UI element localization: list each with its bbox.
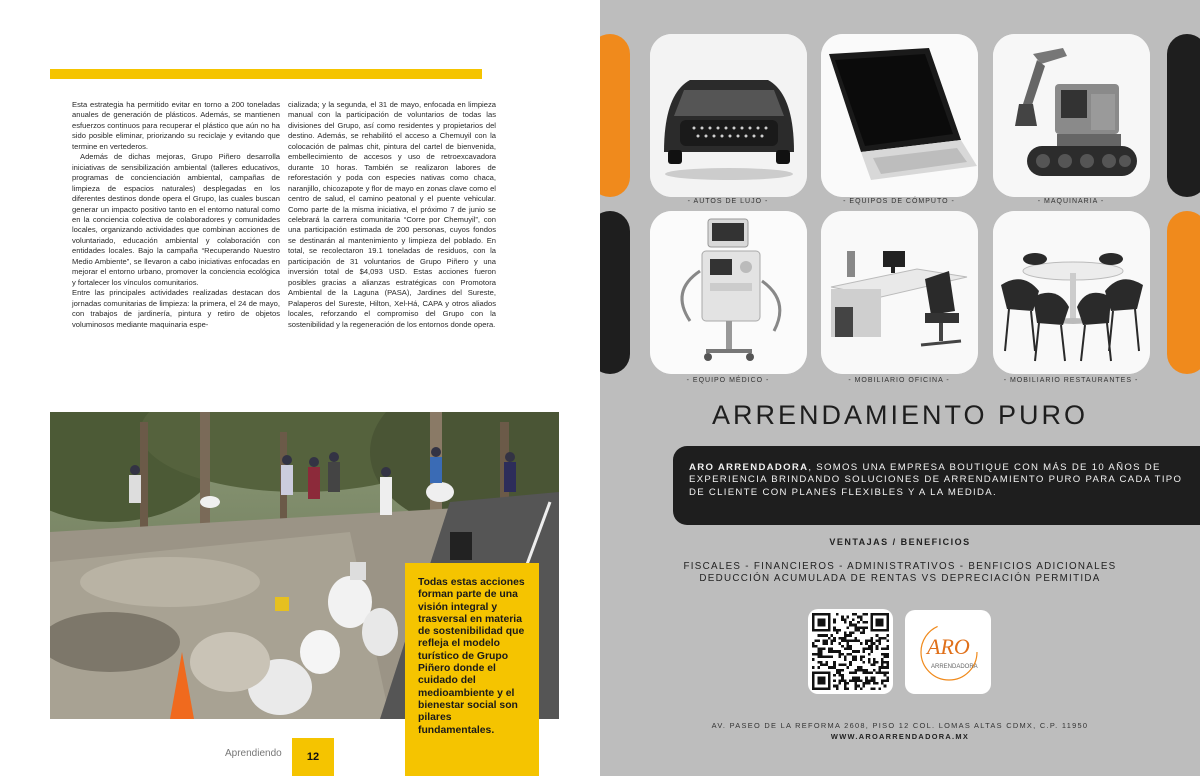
page-number-badge bbox=[292, 738, 334, 776]
right-tab-orange-bottom bbox=[1167, 211, 1200, 374]
ad-headline: ARRENDAMIENTO PURO bbox=[711, 400, 1089, 430]
company-website-link[interactable]: WWW.AROARRENDADORA.MX bbox=[830, 732, 970, 741]
qr-code-icon bbox=[812, 613, 889, 690]
yellow-header-rule bbox=[50, 69, 482, 79]
section-label: Aprendiendo bbox=[225, 748, 282, 759]
logo-mark-text: ARO bbox=[927, 634, 970, 659]
caption-equipo-medico: - EQUIPO MÉDICO - bbox=[686, 377, 770, 384]
page-number: 12 bbox=[306, 751, 320, 763]
excavator-icon bbox=[993, 34, 1150, 197]
benefits-list: FISCALES - FINANCIEROS - ADMINISTRATIVOS - BENFICIOS ADICIONALES bbox=[683, 561, 1117, 572]
benefits-detail: DEDUCCIÓN ACUMULADA DE RENTAS VS DEPRECIACIÓN PERMITIDA bbox=[699, 573, 1101, 584]
logo-subtitle: ARRENDADORA bbox=[931, 664, 978, 670]
brand-name: ARO ARRENDADORA bbox=[689, 462, 809, 473]
article-paragraph: Entre las principales actividades realizadas destacan dos jornadas comunitarias de limpieza: la primera, el 24 de mayo, con trabajos de jardinería, pintura y retiro de objetos voluminosos mediante maquinaria espe- bbox=[72, 288, 280, 329]
tile-equipo-medico bbox=[650, 211, 807, 374]
company-description-band bbox=[673, 446, 1200, 525]
tile-maquinaria bbox=[993, 34, 1150, 197]
tile-autos-de-lujo bbox=[650, 34, 807, 197]
left-tab-orange-top bbox=[600, 34, 630, 197]
car-icon bbox=[650, 34, 807, 197]
company-description-text: , SOMOS UNA EMPRESA BOUTIQUE CON MÁS DE 10 AÑOS DE EXPERIENCIA BRINDANDO SOLUCIONES DE ARRENDAMIENTO PURO PARA CADA TIPO DE CLIENTE CON PLANES FLEXIBLES Y A LA MEDIDA. bbox=[689, 462, 1183, 498]
tile-equipos-de-computo bbox=[821, 34, 978, 197]
article-paragraph: Además de dichas mejoras, Grupo Piñero desarrolla iniciativas de sensibilización ambiental (talleres educativos, programas de concienciación ambiental, campañas de limpieza de espacios naturales) desplegadas en los diferentes destinos donde opera el Grupo, las cuales buscan generar un impacto positivo tanto en el entorno natural como en la conciencia colectiva de colaboradores y comunidades locales, organizando actividades que combinan acciones de voluntariado, educación ambiental y colaboración con entidades locales. Bajo la campaña “Recuperando Nuestro Medio Ambiente”, se llevaron a cabo iniciativas enfocadas en mejorar el entorno urbano, promover la conciencia ecológica y fortalecer los vínculos comunitarios. bbox=[72, 152, 280, 287]
caption-autos-de-lujo: - AUTOS DE LUJO - bbox=[687, 198, 769, 205]
benefits-title: VENTAJAS / BENEFICIOS bbox=[829, 537, 971, 547]
caption-equipos-de-computo: - EQUIPOS DE CÓMPUTO - bbox=[843, 198, 955, 205]
office-desk-icon bbox=[821, 211, 978, 374]
laptop-icon bbox=[821, 34, 978, 197]
right-page-ad bbox=[600, 0, 1200, 776]
article-paragraph: cializada; y la segunda, el 31 de mayo, enfocada en limpieza manual con la participación de voluntarios de todas las divisiones del Grupo, así como residentes y propietarios del destino. Además, se rehabilitó el acceso a Chemuyil con la colocación de palmas chit, pintura del cartel de bienvenida, embellecimiento de accesos y uso de retroexcavadora durante 10 horas. También se realizaron labores de reforestación y poda con especies nativas como chaca, naranjillo, chicozapote y flor de mayo en zonas clave como el centro de salud, el camino peatonal y el puente vehicular. Como parte de la misma iniciativa, el próximo 7 de junio se celebrará la carrera comunitaria “Corre por Chemuyil”, con una participación estimada de 200 personas, cuyos fondos se destinarán al mantenimiento y limpieza del poblado. En total, se recolectaron 19.1 toneladas de residuos, con la participación de 31 voluntarios de Grupo Piñero y una inversión total de $4,093 USD. Estas acciones fueron posibles gracias a alianzas estratégicas con Promotora Ambiental de la Laguna (PASA), Jardines del Sureste, Palaperos del Sureste, Hilton, Xel-Há, CAPA y otros aliados locales, reforzando el compromiso del Grupo con la sostenibilidad y la regeneración de los entornos donde opera. bbox=[288, 100, 496, 329]
article-column-1 bbox=[72, 100, 280, 330]
article-column-2 bbox=[288, 100, 496, 330]
caption-mobiliario-restaurantes: - MOBILIARIO RESTAURANTES - bbox=[1003, 377, 1139, 384]
company-description bbox=[689, 462, 1193, 499]
aro-logo-mark bbox=[905, 610, 991, 694]
tile-mobiliario-oficina bbox=[821, 211, 978, 374]
article-paragraph: Esta estrategia ha permitido evitar en torno a 200 toneladas anuales de generación de plásticos. Además, se mantienen esfuerzos continuos para recuperar el plástico que aún no ha sido posible eliminar, priorizando su reciclaje y evitando que termine en vertederos. bbox=[72, 100, 280, 151]
caption-mobiliario-oficina: - MOBILIARIO OFICINA - bbox=[848, 377, 950, 384]
company-address: AV. PASEO DE LA REFORMA 2608, PISO 12 COL. LOMAS ALTAS CDMX, C.P. 11950 bbox=[711, 721, 1089, 730]
qr-code[interactable] bbox=[808, 609, 893, 694]
caption-maquinaria: - MAQUINARIA - bbox=[1037, 198, 1105, 205]
quote-callout-text: Todas estas acciones forman parte de una visión integral y trasversal en materia de sostenibilidad que refleja el modelo turístico de Grupo Piñero donde el cuidado del medioambiente y el bienestar social son pilares fundamentales. bbox=[418, 577, 525, 736]
ventilator-icon bbox=[650, 211, 807, 374]
right-tab-black-top bbox=[1167, 34, 1200, 197]
tile-mobiliario-restaurantes bbox=[993, 211, 1150, 374]
quote-callout bbox=[405, 563, 539, 776]
aro-logo bbox=[905, 610, 991, 694]
dining-set-icon bbox=[993, 211, 1150, 374]
left-tab-black-bottom bbox=[600, 211, 630, 374]
